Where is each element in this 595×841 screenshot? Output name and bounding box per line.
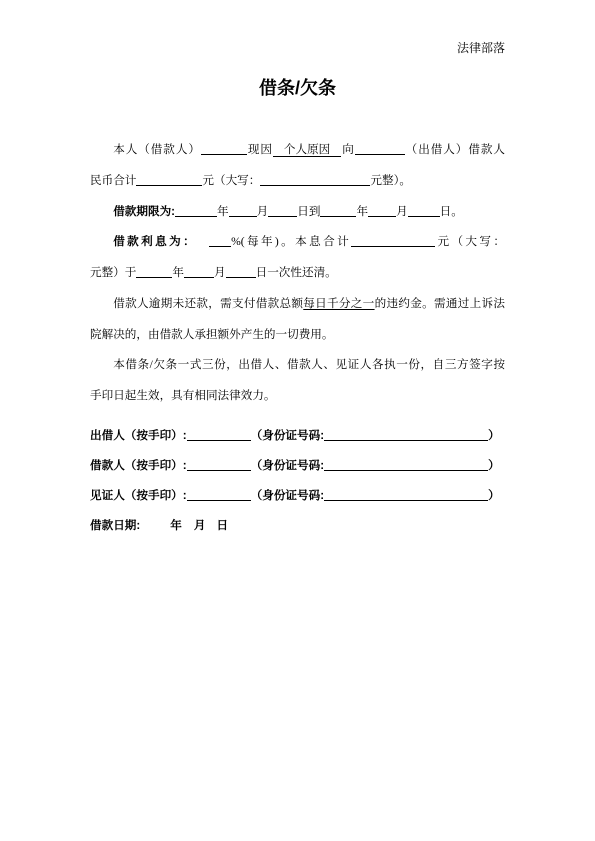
lender-name-blank bbox=[355, 142, 405, 155]
id-number-blank bbox=[324, 458, 488, 471]
penalty-rate: 每日千分之一 bbox=[303, 296, 375, 310]
interest-label: 借款利息为： bbox=[113, 235, 198, 249]
loan-date-day: 日 bbox=[216, 519, 229, 532]
brand-label: 法律部落 bbox=[456, 41, 505, 55]
copies-text-line1: 本借条/欠条一式三份，出借人、借款人、见证人各执一份，自三方签字按 bbox=[113, 358, 505, 372]
start-day-blank bbox=[268, 204, 297, 217]
interest-rate-blank bbox=[209, 234, 231, 247]
lender-suffix: （出借人）借款人 bbox=[404, 143, 505, 156]
paragraph-line bbox=[90, 320, 505, 351]
paragraph-line bbox=[90, 258, 505, 289]
day-to-text: 日到 bbox=[297, 204, 321, 218]
paragraph-line bbox=[90, 135, 505, 166]
borrower-prefix: 本人（借款人） bbox=[113, 143, 201, 156]
penalty-paragraph bbox=[90, 289, 505, 351]
repay-month-blank bbox=[184, 265, 214, 278]
start-month-blank bbox=[229, 204, 257, 217]
year-text: 年 bbox=[356, 204, 369, 218]
total-amount-blank bbox=[351, 234, 435, 247]
penalty-text-a: 借款人逾期未还款，需支付借款总额 bbox=[113, 296, 304, 310]
document-title: 借条/欠条 bbox=[258, 78, 336, 98]
paragraph-line bbox=[90, 197, 505, 228]
to-text: 向 bbox=[341, 143, 355, 156]
loan-date-year: 年 bbox=[170, 519, 182, 532]
month-text: 月 bbox=[214, 266, 226, 279]
percent-year-text: %(每年)。本息合计 bbox=[231, 235, 352, 249]
end-month-blank bbox=[368, 204, 396, 217]
close-paren: ） bbox=[488, 459, 500, 472]
year-text: 年 bbox=[217, 204, 229, 218]
copies-paragraph bbox=[90, 350, 505, 412]
id-number-blank bbox=[324, 428, 488, 441]
paragraph-line bbox=[90, 350, 505, 381]
borrower-signature-line bbox=[90, 451, 505, 481]
close-paren: ） bbox=[488, 489, 500, 502]
copies-text-line2: 手印日起生效，具有相同法律效力。 bbox=[90, 389, 276, 402]
signature-blank bbox=[187, 488, 251, 501]
capital-text: 元（大写： bbox=[435, 235, 505, 249]
penalty-text-b: 的违约金。需通过上诉法 bbox=[374, 296, 505, 310]
paragraph-line bbox=[90, 381, 505, 412]
loan-term-paragraph bbox=[90, 197, 505, 228]
rmb-total-text: 民币合计 bbox=[90, 173, 137, 187]
borrower-name-blank bbox=[201, 142, 247, 155]
now-due-to-text: 现因 bbox=[246, 143, 273, 156]
signature-role-label: 出借人（按手印）: bbox=[90, 429, 187, 442]
end-year-blank bbox=[320, 204, 356, 217]
capital-text: 元（大写： bbox=[202, 173, 261, 187]
amount-capital-blank bbox=[260, 173, 370, 186]
yuan-end-text: 元整）。 bbox=[370, 173, 411, 187]
repay-year-blank bbox=[136, 265, 172, 278]
yuan-end-on-text: 元整）于 bbox=[90, 266, 137, 279]
witness-signature-line bbox=[90, 481, 505, 511]
id-number-blank bbox=[324, 488, 488, 501]
interest-paragraph bbox=[90, 227, 505, 289]
id-number-label: （身份证号码: bbox=[250, 429, 325, 442]
month-text: 月 bbox=[256, 204, 269, 218]
amount-blank bbox=[136, 173, 202, 186]
signature-block bbox=[90, 421, 505, 541]
signature-blank bbox=[187, 428, 251, 441]
repay-text: 日一次性还清。 bbox=[255, 266, 337, 279]
signature-role-label: 借款人（按手印）: bbox=[90, 459, 187, 472]
end-day-blank bbox=[408, 204, 440, 217]
paragraph-line bbox=[90, 289, 505, 320]
lender-signature-line bbox=[90, 421, 505, 451]
id-number-label: （身份证号码: bbox=[250, 489, 325, 502]
loan-term-label: 借款期限为: bbox=[113, 204, 176, 218]
signature-blank bbox=[187, 458, 251, 471]
signature-role-label: 见证人（按手印）: bbox=[90, 489, 187, 502]
paragraph-line bbox=[90, 227, 505, 258]
start-year-blank bbox=[175, 204, 217, 217]
loan-date-label: 借款日期: bbox=[90, 519, 141, 532]
year-text: 年 bbox=[172, 266, 184, 279]
id-number-label: （身份证号码: bbox=[250, 459, 325, 472]
repay-day-blank bbox=[226, 265, 256, 278]
day-end-text: 日。 bbox=[439, 204, 463, 218]
loan-date-line bbox=[90, 511, 505, 541]
loan-amount-paragraph bbox=[90, 135, 505, 197]
month-text: 月 bbox=[396, 204, 408, 218]
loan-date-month: 月 bbox=[193, 519, 206, 532]
loan-reason: 个人原因 bbox=[273, 143, 341, 157]
penalty-text-c: 院解决的，由借款人承担额外产生的一切费用。 bbox=[90, 327, 334, 341]
close-paren: ） bbox=[488, 429, 500, 442]
document-body bbox=[90, 135, 505, 412]
paragraph-line bbox=[90, 166, 505, 197]
